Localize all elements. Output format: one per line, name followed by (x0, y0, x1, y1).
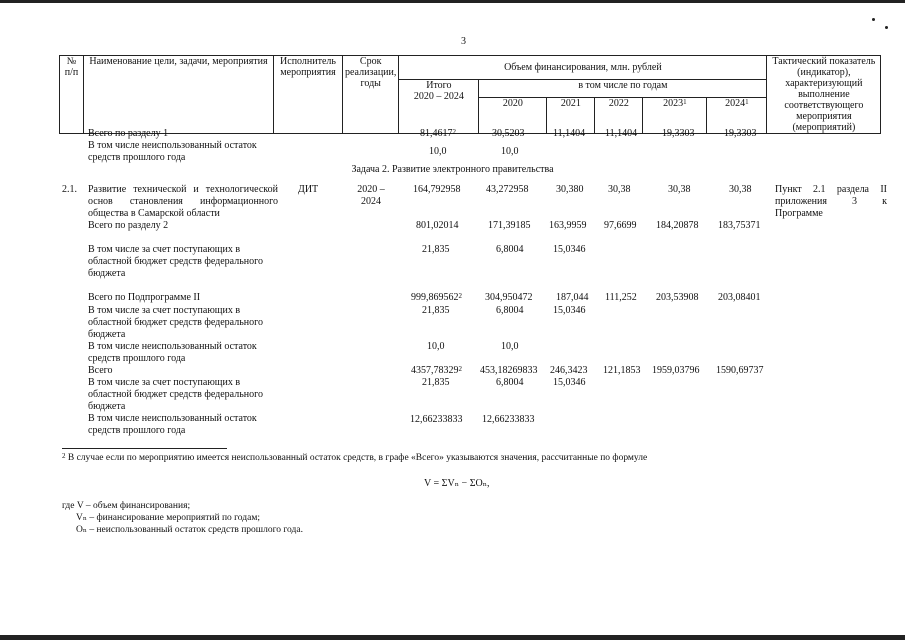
table-row: В том числе неиспользованный остаток средств прошлого года 10,0 10,0 (88, 140, 519, 163)
header-year: 2023$^1$ (643, 98, 707, 134)
header-by-years: в том числе по годам (479, 80, 767, 98)
header-year: 2021 (547, 98, 595, 134)
scan-top-border (0, 0, 905, 3)
header-executor: Исполнитель мероприятия (274, 56, 343, 134)
header-funding: Объем финансирования, млн. рублей (399, 56, 767, 80)
footnote-text: $^2$ В случае если по мероприятию имеется неиспользованный остаток средств, в графе «Всего» указываются значения, рассчитанные по формуле (62, 452, 648, 463)
header-term: Срок реализации, годы (343, 56, 399, 134)
footnote-where: где V – объем финансирования; (62, 501, 191, 511)
header-year: 2020 (479, 98, 547, 134)
table-row: 2.1. Развитие технической и технологической основ становления информационного общества в Самарской области ДИТ 2020 – 2024 164,792958 43,272958 30,380 30,38 30,38 30,38 (62, 184, 752, 219)
scan-bottom-border (0, 635, 905, 640)
header-name: Наименование цели, задачи, мероприятия (84, 56, 274, 134)
task-2-title: Задача 2. Развитие электронного правительства (351, 164, 554, 175)
header-total-label: Итого (426, 80, 452, 91)
page-number: 3 (461, 36, 466, 47)
header-total-years: 2020 – 2024 (413, 91, 464, 102)
footnote-separator (62, 448, 227, 449)
header-indicator: Тактический показатель (индикатор), характеризующий выполнение соответствующего мероприятия (мероприятий) (767, 56, 881, 134)
table-row: Всего по разделу 1 81,4617$^2$ 30,5203 11,1404 11,1404 19,3303 19,3303 (88, 128, 757, 139)
header-total (399, 80, 479, 134)
scan-dot (872, 18, 875, 21)
footnote-formula: V = ΣVₙ − ΣOₙ, (424, 478, 490, 489)
header-no: № п/п (60, 56, 84, 134)
item-2-1-indicator: Пункт 2.1 раздела II приложения 3 к Программе (775, 184, 887, 219)
footnote-on: Oₙ – неиспользованный остаток средств прошлого года. (76, 525, 303, 535)
header-year: 2024$^1$ (707, 98, 767, 134)
footnote-vn: Vₙ – финансирование мероприятий по годам; (76, 513, 260, 523)
scan-dot (885, 26, 888, 29)
header-year: 2022 (595, 98, 643, 134)
table-header (59, 55, 881, 134)
